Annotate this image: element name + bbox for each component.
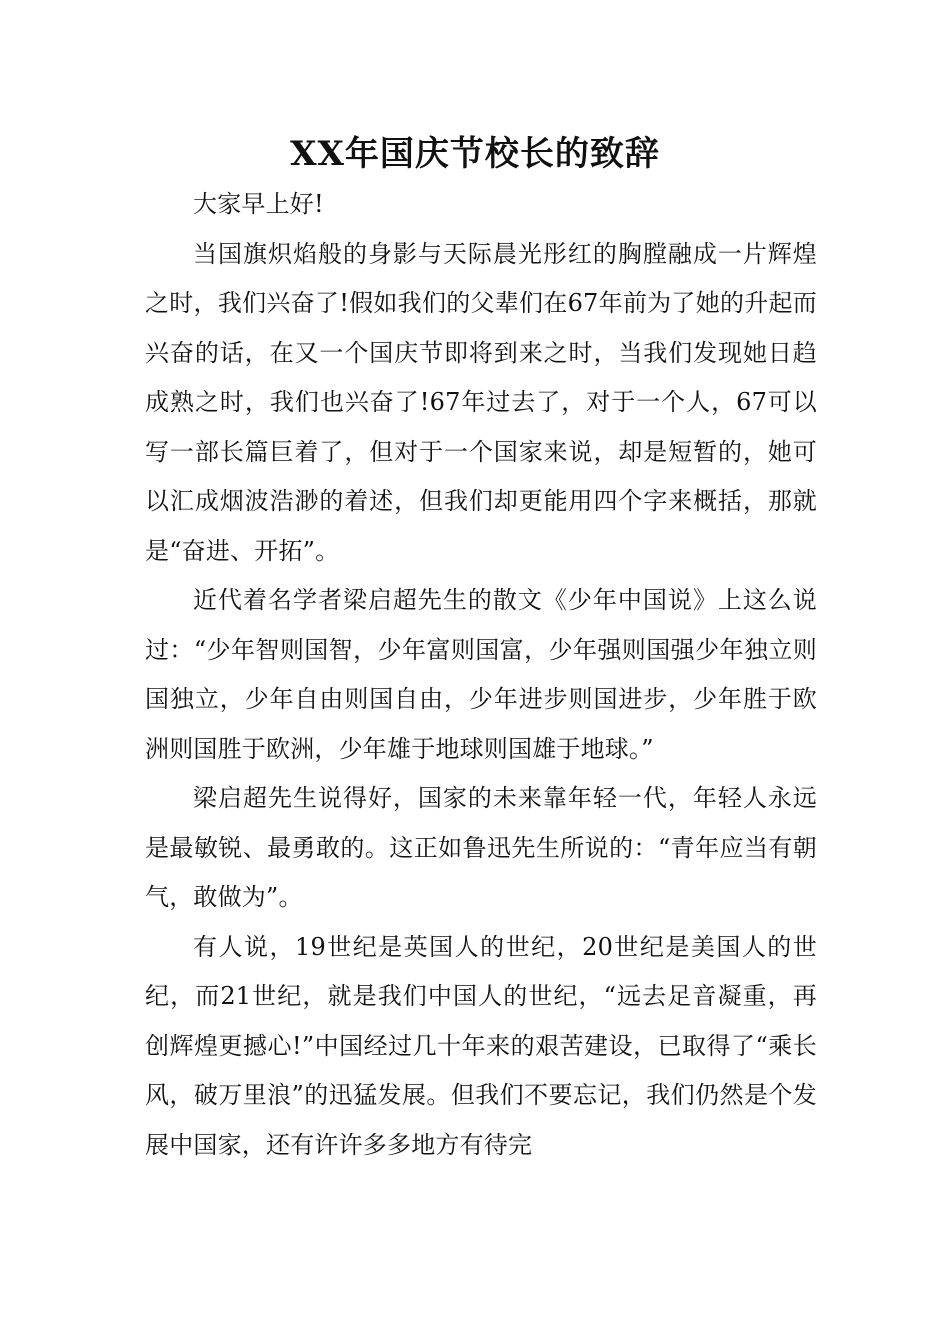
paragraph-greeting: 大家早上好! — [193, 190, 324, 218]
paragraph-youth: 梁启超先生说得好，国家的未来靠年轻一代，年轻人永远是最敏锐、最勇敢的。这正如鲁迅先生所说的：“青年应当有朝气，敢做为”。 — [145, 784, 817, 911]
paragraph-liang-qichao-quote: 近代着名学者梁启超先生的散文《少年中国说》上这么说过：“少年智则国智，少年富则国富，少年强则国强少年独立则国独立，少年自由则国自由，少年进步则国进步，少年胜于欧洲则国胜于欧洲，少年雄于地球则国雄于地球。” — [145, 586, 817, 763]
paragraph-national-flag: 当国旗炽焰般的身影与天际晨光彤红的胸膛融成一片辉煌之时，我们兴奋了!假如我们的父辈们在67年前为了她的升起而兴奋的话，在又一个国庆节即将到来之时，当我们发现她日趋成熟之时，我们也兴奋了!67年过去了，对于一个人，67可以写一部长篇巨着了，但对于一个国家来说，却是短暂的，她可以汇成烟波浩渺的着述，但我们却更能用四个字来概括，那就是“奋进、开拓”。 — [145, 239, 817, 565]
document-body — [145, 180, 817, 1170]
document-title: XX年国庆节校长的致辞 — [290, 134, 660, 174]
paragraph-century: 有人说，19世纪是英国人的世纪，20世纪是美国人的世纪，而21世纪，就是我们中国人的世纪，“远去足音凝重，再创辉煌更撼心!”中国经过几十年来的艰苦建设，已取得了“乘长风，破万里浪”的迅猛发展。但我们不要忘记，我们仍然是个发展中国家，还有许许多多地方有待完 — [145, 932, 817, 1159]
